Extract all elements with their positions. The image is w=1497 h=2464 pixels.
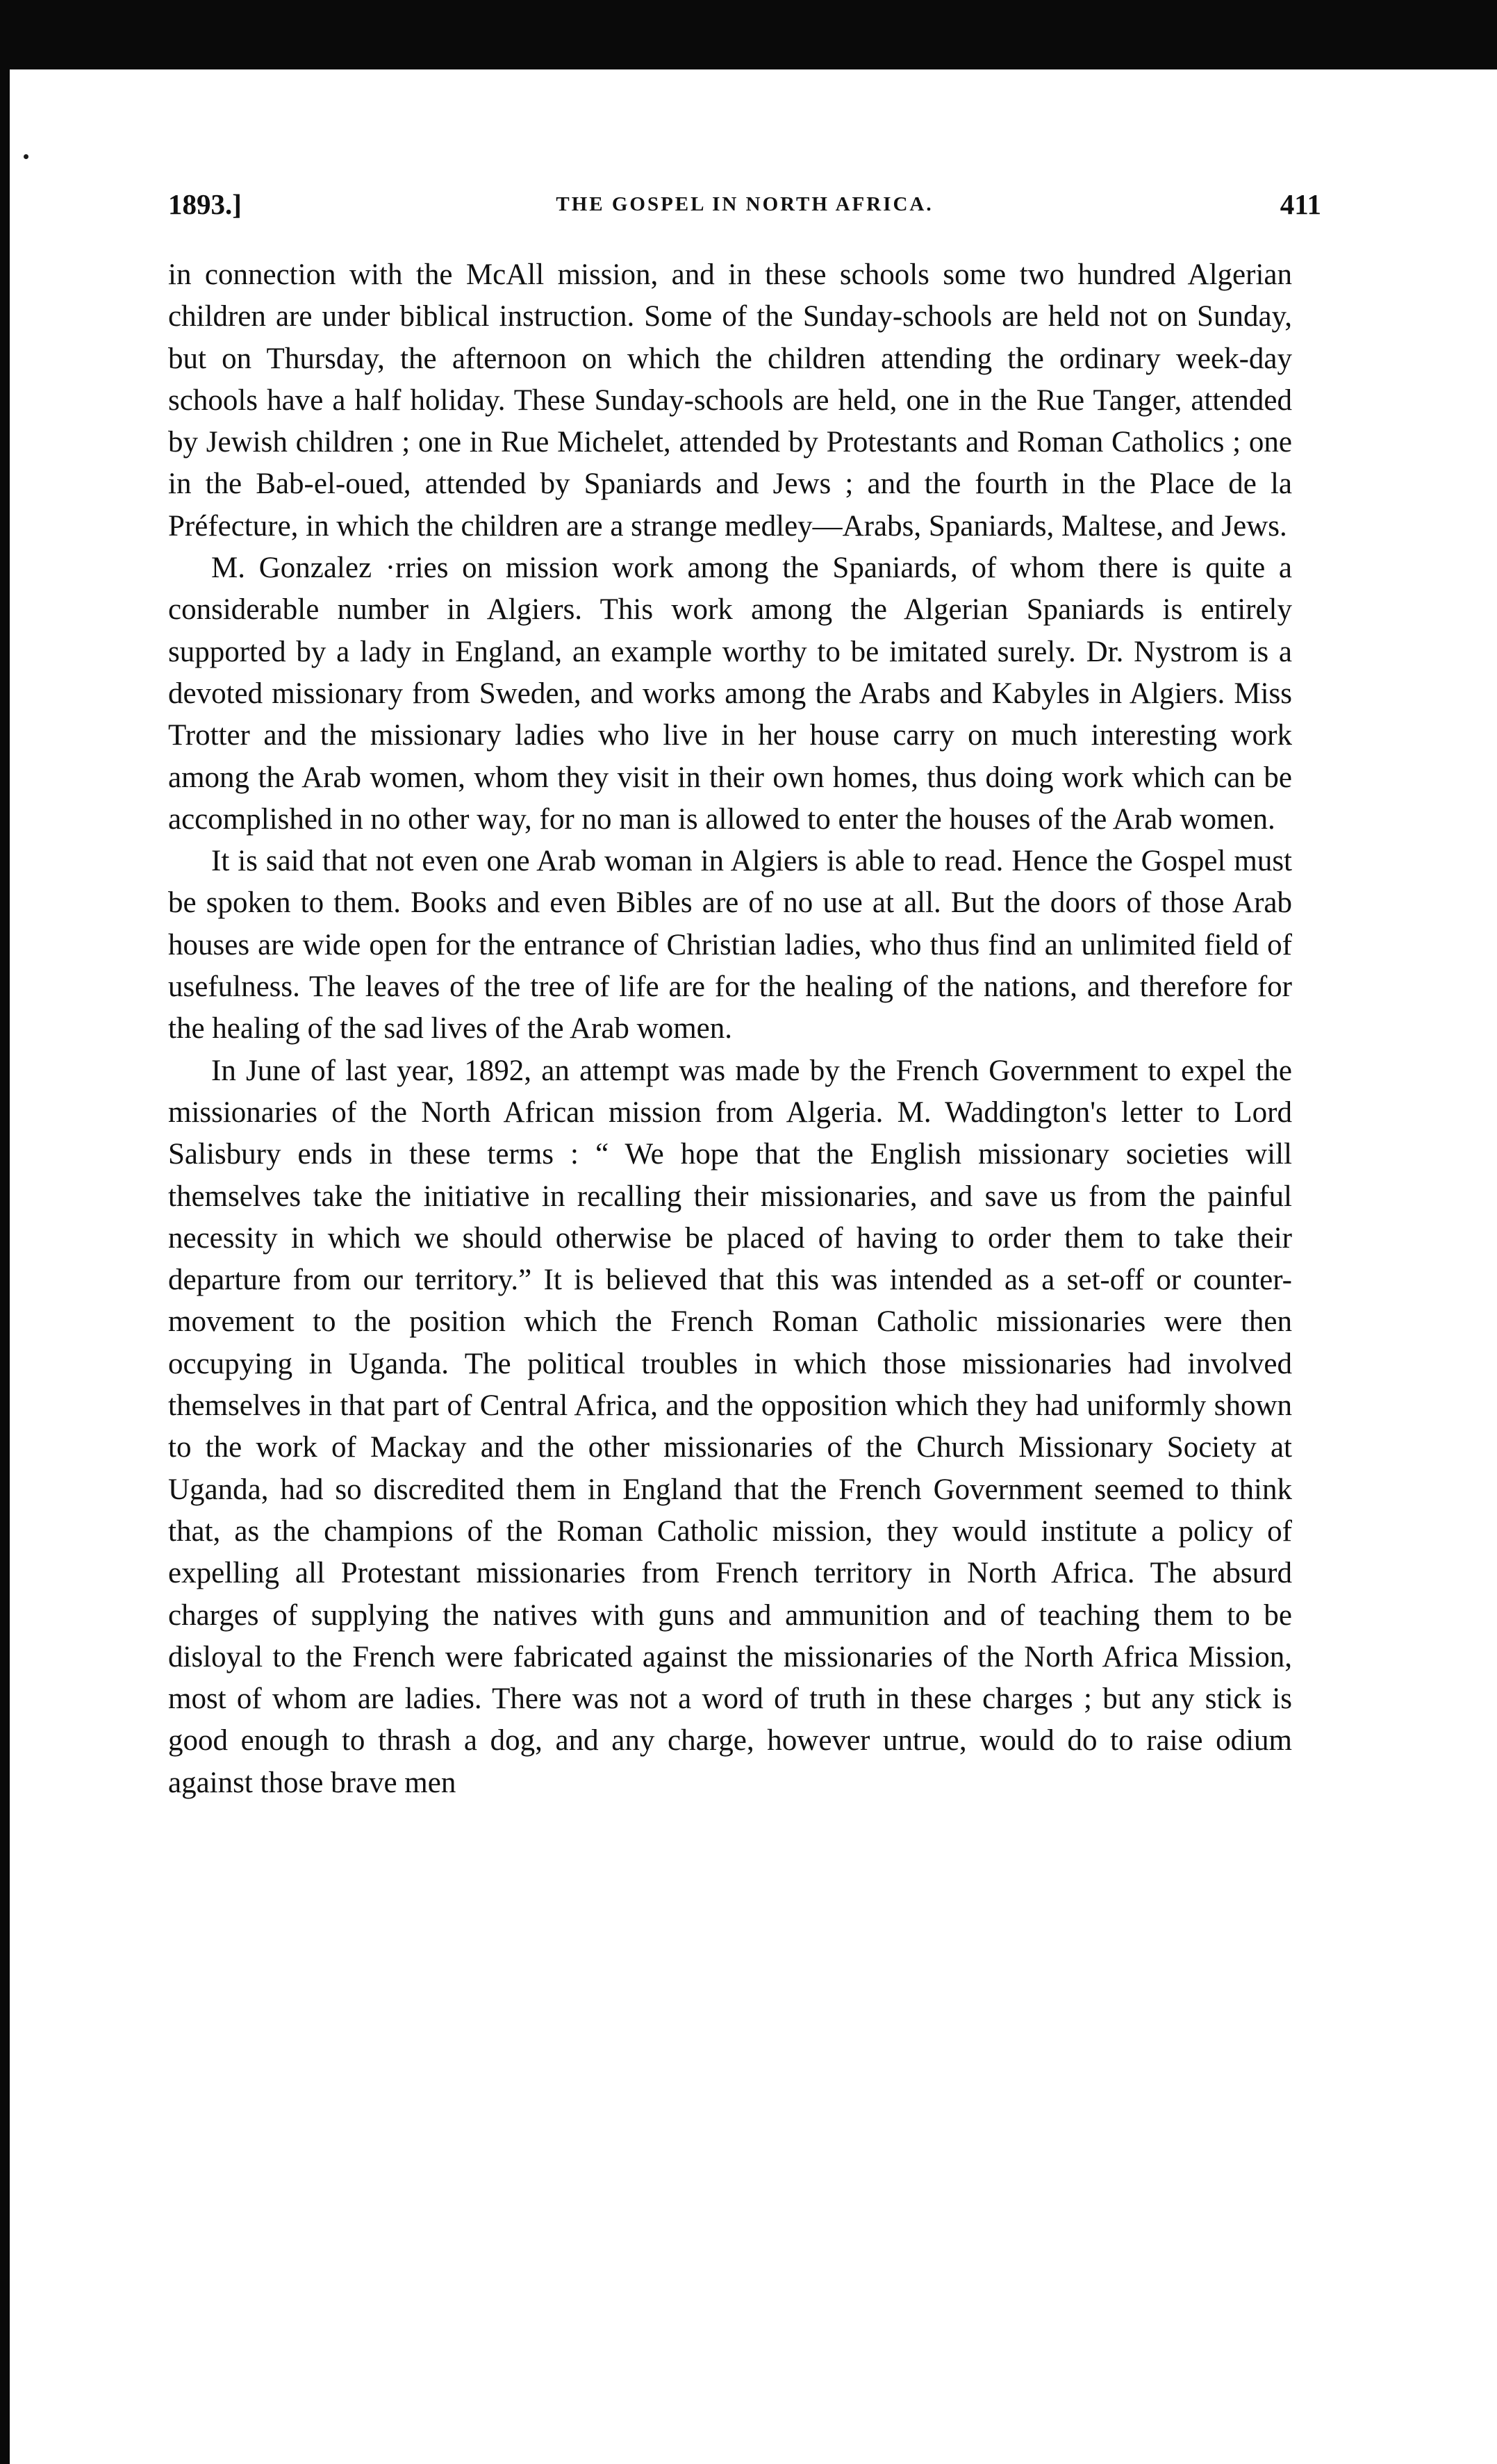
header-year: 1893.] — [168, 188, 242, 220]
paragraph-sunday-schools: in connection with the McAll mission, and in these schools some two hundred Algerian children are under biblical instruction. Some of the Sunday-schools are held not on Sunday, but on Thursday, the afternoon on which the children attending the ordinary week-day schools have a half holiday. These Sunday-schools are held, one in the Rue Tanger, attended by Jewish children ; one in Rue Michelet, attended by Protestants and Roman Catholics ; one in the Bab-el-oued, attended by Spaniards and Jews ; and the fourth in the Place de la Préfecture, in which the children are a strange medley—Arabs, Spaniards, Maltese, and Jews. — [168, 258, 1292, 543]
running-header — [168, 188, 1321, 232]
header-title: THE GOSPEL IN NORTH AFRICA. — [556, 193, 934, 215]
body-text — [168, 254, 1292, 1804]
scan-speck — [24, 154, 28, 159]
scan-border-top — [0, 0, 1497, 69]
page-number: 411 — [1280, 188, 1321, 220]
scan-border-left — [0, 0, 10, 2464]
paragraph-missionaries: M. Gonzalez ·rries on mission work among the Spaniards, of whom there is quite a considerable number in Algiers. This work among the Algerian Spaniards is entirely supported by a lady in England, an example worthy to be imitated surely. Dr. Nystrom is a devoted missionary from Sweden, and works among the Arabs and Kabyles in Algiers. Miss Trotter and the missionary ladies who live in her house carry on much interesting work among the Arab women, whom they visit in their own homes, thus doing work which can be accomplished in no other way, for no man is allowed to enter the houses of the Arab women. — [168, 552, 1292, 836]
paragraph-arab-women: It is said that not even one Arab woman in Algiers is able to read. Hence the Gospel must be spoken to them. Books and even Bibles are of no use at all. But the doors of those Arab houses are wide open for the entrance of Christian ladies, who thus find an unlimited field of usefulness. The leaves of the tree of life are for the healing of the nations, and therefore for the healing of the sad lives of the Arab women. — [168, 845, 1292, 1045]
paragraph-expulsion-attempt: In June of last year, 1892, an attempt was made by the French Government to expel the missionaries of the North African mission from Algeria. M. Waddington's letter to Lord Salisbury ends in these terms : “ We hope that the English missionary societies will themselves take the initiative in recalling their missionaries, and save us from the painful necessity in which we should otherwise be placed of having to order them to take their departure from our territory.” It is believed that this was intended as a set-off or counter-movement to the position which the French Roman Catholic missionaries were then occupying in Uganda. The political troubles in which those missionaries had involved themselves in that part of Central Africa, and the opposition which they had uniformly shown to the work of Mackay and the other missionaries of the Church Missionary Society at Uganda, had so discredited them in England that the French Government seemed to think that, as the champions of the Roman Catholic mission, they would institute a policy of expelling all Protestant missionaries from French territory in North Africa. The absurd charges of supplying the natives with guns and ammunition and of teaching them to be disloyal to the French were fabricated against the missionaries of the North Africa Mission, most of whom are ladies. There was not a word of truth in these charges ; but any stick is good enough to thrash a dog, and any charge, however untrue, would do to raise odium against those brave men — [168, 1054, 1292, 1799]
